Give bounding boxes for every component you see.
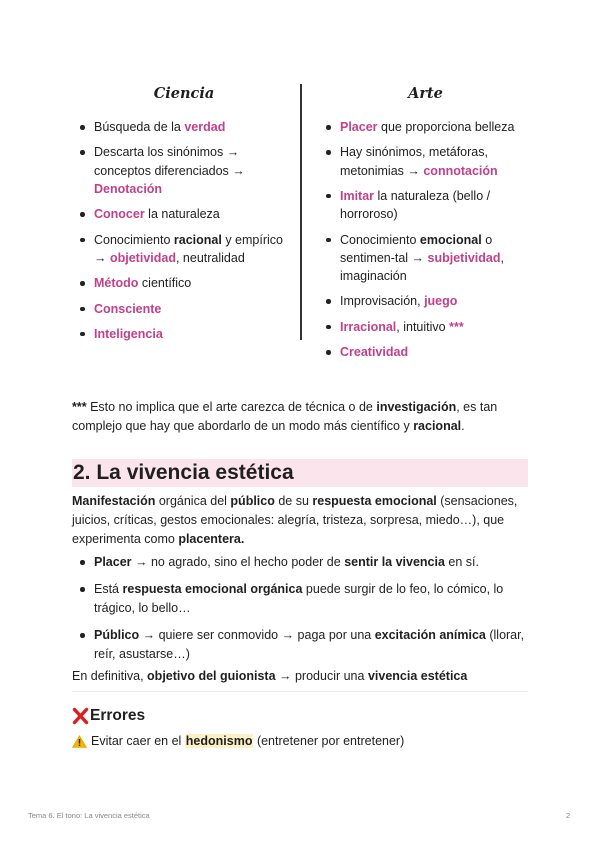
emphasis-text: juego <box>424 294 458 309</box>
arte-column <box>318 84 533 369</box>
text-run: , intuitivo <box>396 319 450 334</box>
highlighted-text: hedonismo <box>185 734 253 748</box>
text-run: o sentimen-tal → <box>340 232 493 265</box>
ciencia-list <box>72 118 296 343</box>
emphasis-text: *** <box>72 400 87 414</box>
footnote-paragraph <box>72 398 528 436</box>
text-run: . <box>461 419 465 433</box>
list-item <box>318 143 533 179</box>
emphasis-text: Consciente <box>94 301 162 316</box>
emphasis-text: vivencia estética <box>367 669 468 683</box>
warning-text <box>91 732 404 751</box>
emphasis-text: Creatividad <box>340 345 409 360</box>
emphasis-text: sentir la vivencia <box>344 555 445 569</box>
emphasis-text: Método <box>94 276 139 291</box>
emphasis-text: respuesta emocional <box>312 494 437 508</box>
ciencia-title: Ciencia <box>153 85 215 102</box>
emphasis-text: objetividad <box>109 250 176 265</box>
ciencia-column <box>72 84 296 350</box>
errors-heading <box>72 705 145 727</box>
list-item <box>72 580 530 618</box>
column-divider <box>300 84 302 340</box>
list-item <box>318 318 533 336</box>
text-run: que proporciona belleza <box>377 120 515 134</box>
text-run: Búsqueda de la <box>94 120 185 134</box>
emphasis-text: Placer <box>340 120 378 134</box>
emphasis-text: investigación <box>376 400 457 414</box>
warning-line <box>72 732 404 751</box>
list-item <box>72 274 296 292</box>
emphasis-text: connotación <box>423 163 498 178</box>
text-run: Descarta los sinónimos → conceptos diferenciados → <box>94 145 245 178</box>
emphasis-text: subjetividad <box>427 250 501 265</box>
text-run: Esto no implica que el arte carezca de técnica o de <box>86 400 377 414</box>
emphasis-text: *** <box>449 319 464 334</box>
text-run: Evitar caer en el <box>91 734 185 748</box>
footer-title: Tema 6. El tono: La vivencia estética <box>28 811 150 820</box>
text-run: la naturaleza (bello / horroroso) <box>340 188 491 222</box>
vivencia-bullet-list <box>72 553 530 672</box>
vivencia-list <box>72 553 530 664</box>
text-run: (llorar, reír, asustarse…) <box>94 628 525 661</box>
text-run: → no agrado, sino el hecho poder de <box>131 555 345 569</box>
text-run: la naturaleza <box>144 207 220 222</box>
warning-icon <box>72 735 87 748</box>
list-item <box>318 343 533 361</box>
text-run: y empírico → <box>94 232 283 265</box>
text-run: Improvisación, <box>340 294 425 309</box>
text-run: de su <box>274 494 313 508</box>
emphasis-text: Irracional <box>340 319 397 334</box>
emphasis-text: Inteligencia <box>94 326 163 341</box>
text-run: , imaginación <box>340 250 504 283</box>
text-run: → producir una <box>275 669 368 683</box>
text-run: , neutralidad <box>175 250 245 265</box>
comparison-columns <box>72 84 528 374</box>
text-run: Está <box>94 582 123 596</box>
arte-list <box>318 118 533 361</box>
text-run: Conocimiento <box>94 232 174 247</box>
list-item <box>72 143 296 198</box>
emphasis-text: emocional <box>419 232 482 247</box>
emphasis-text: racional <box>413 419 462 433</box>
emphasis-text: Denotación <box>94 181 163 196</box>
text-run: (sensaciones, juicios, críticas, gestos emocionales: alegría, tristeza, sorpresa, miedo…), que experimenta como <box>72 494 518 546</box>
text-run: En definitiva, <box>72 669 148 683</box>
list-item <box>318 118 533 136</box>
text-run: orgánica del <box>155 494 231 508</box>
list-item <box>72 626 530 664</box>
text-run: , es tan complejo que hay que abordarlo de un modo más científico y <box>72 400 498 433</box>
emphasis-text: excitación anímica <box>374 628 486 642</box>
list-item <box>318 187 533 223</box>
emphasis-text: racional <box>173 232 222 247</box>
list-item <box>318 292 533 310</box>
emphasis-text: objetivo del guionista <box>147 669 276 683</box>
emphasis-text: placentera. <box>178 532 245 546</box>
emphasis-text: Placer <box>94 555 132 569</box>
list-item <box>72 231 296 267</box>
emphasis-text: respuesta emocional orgánica <box>122 582 303 596</box>
horizontal-divider <box>72 691 528 692</box>
emphasis-text: público <box>230 494 275 508</box>
emphasis-text: Conocer <box>94 207 145 222</box>
text-run: (entretener por entretener) <box>253 734 405 748</box>
list-item <box>72 325 296 343</box>
cross-mark-icon <box>72 707 89 725</box>
text-run: en sí. <box>444 555 479 569</box>
list-item <box>72 118 296 136</box>
text-run: Conocimiento <box>340 232 420 247</box>
conclusion-paragraph <box>72 667 530 686</box>
emphasis-text: Público <box>94 628 140 642</box>
text-run: puede surgir de lo feo, lo cómico, lo trágico, lo bello… <box>94 582 504 615</box>
list-item <box>72 205 296 223</box>
emphasis-text: verdad <box>184 120 226 134</box>
text-run: Hay sinónimos, metáforas, metonimias → <box>340 145 488 178</box>
list-item <box>72 300 296 318</box>
text-run: → quiere ser conmovido → paga por una <box>139 628 375 642</box>
emphasis-text: Manifestación <box>72 494 156 508</box>
page-number: 2 <box>566 811 571 820</box>
definition-paragraph <box>72 492 530 549</box>
text-run: científico <box>138 276 192 291</box>
list-item <box>72 553 530 572</box>
arte-title: Arte <box>408 85 443 102</box>
list-item <box>318 231 533 286</box>
section-heading: 2. La vivencia estética <box>72 459 528 487</box>
emphasis-text: Imitar <box>340 188 375 203</box>
errors-heading-text: Errores <box>90 707 146 724</box>
